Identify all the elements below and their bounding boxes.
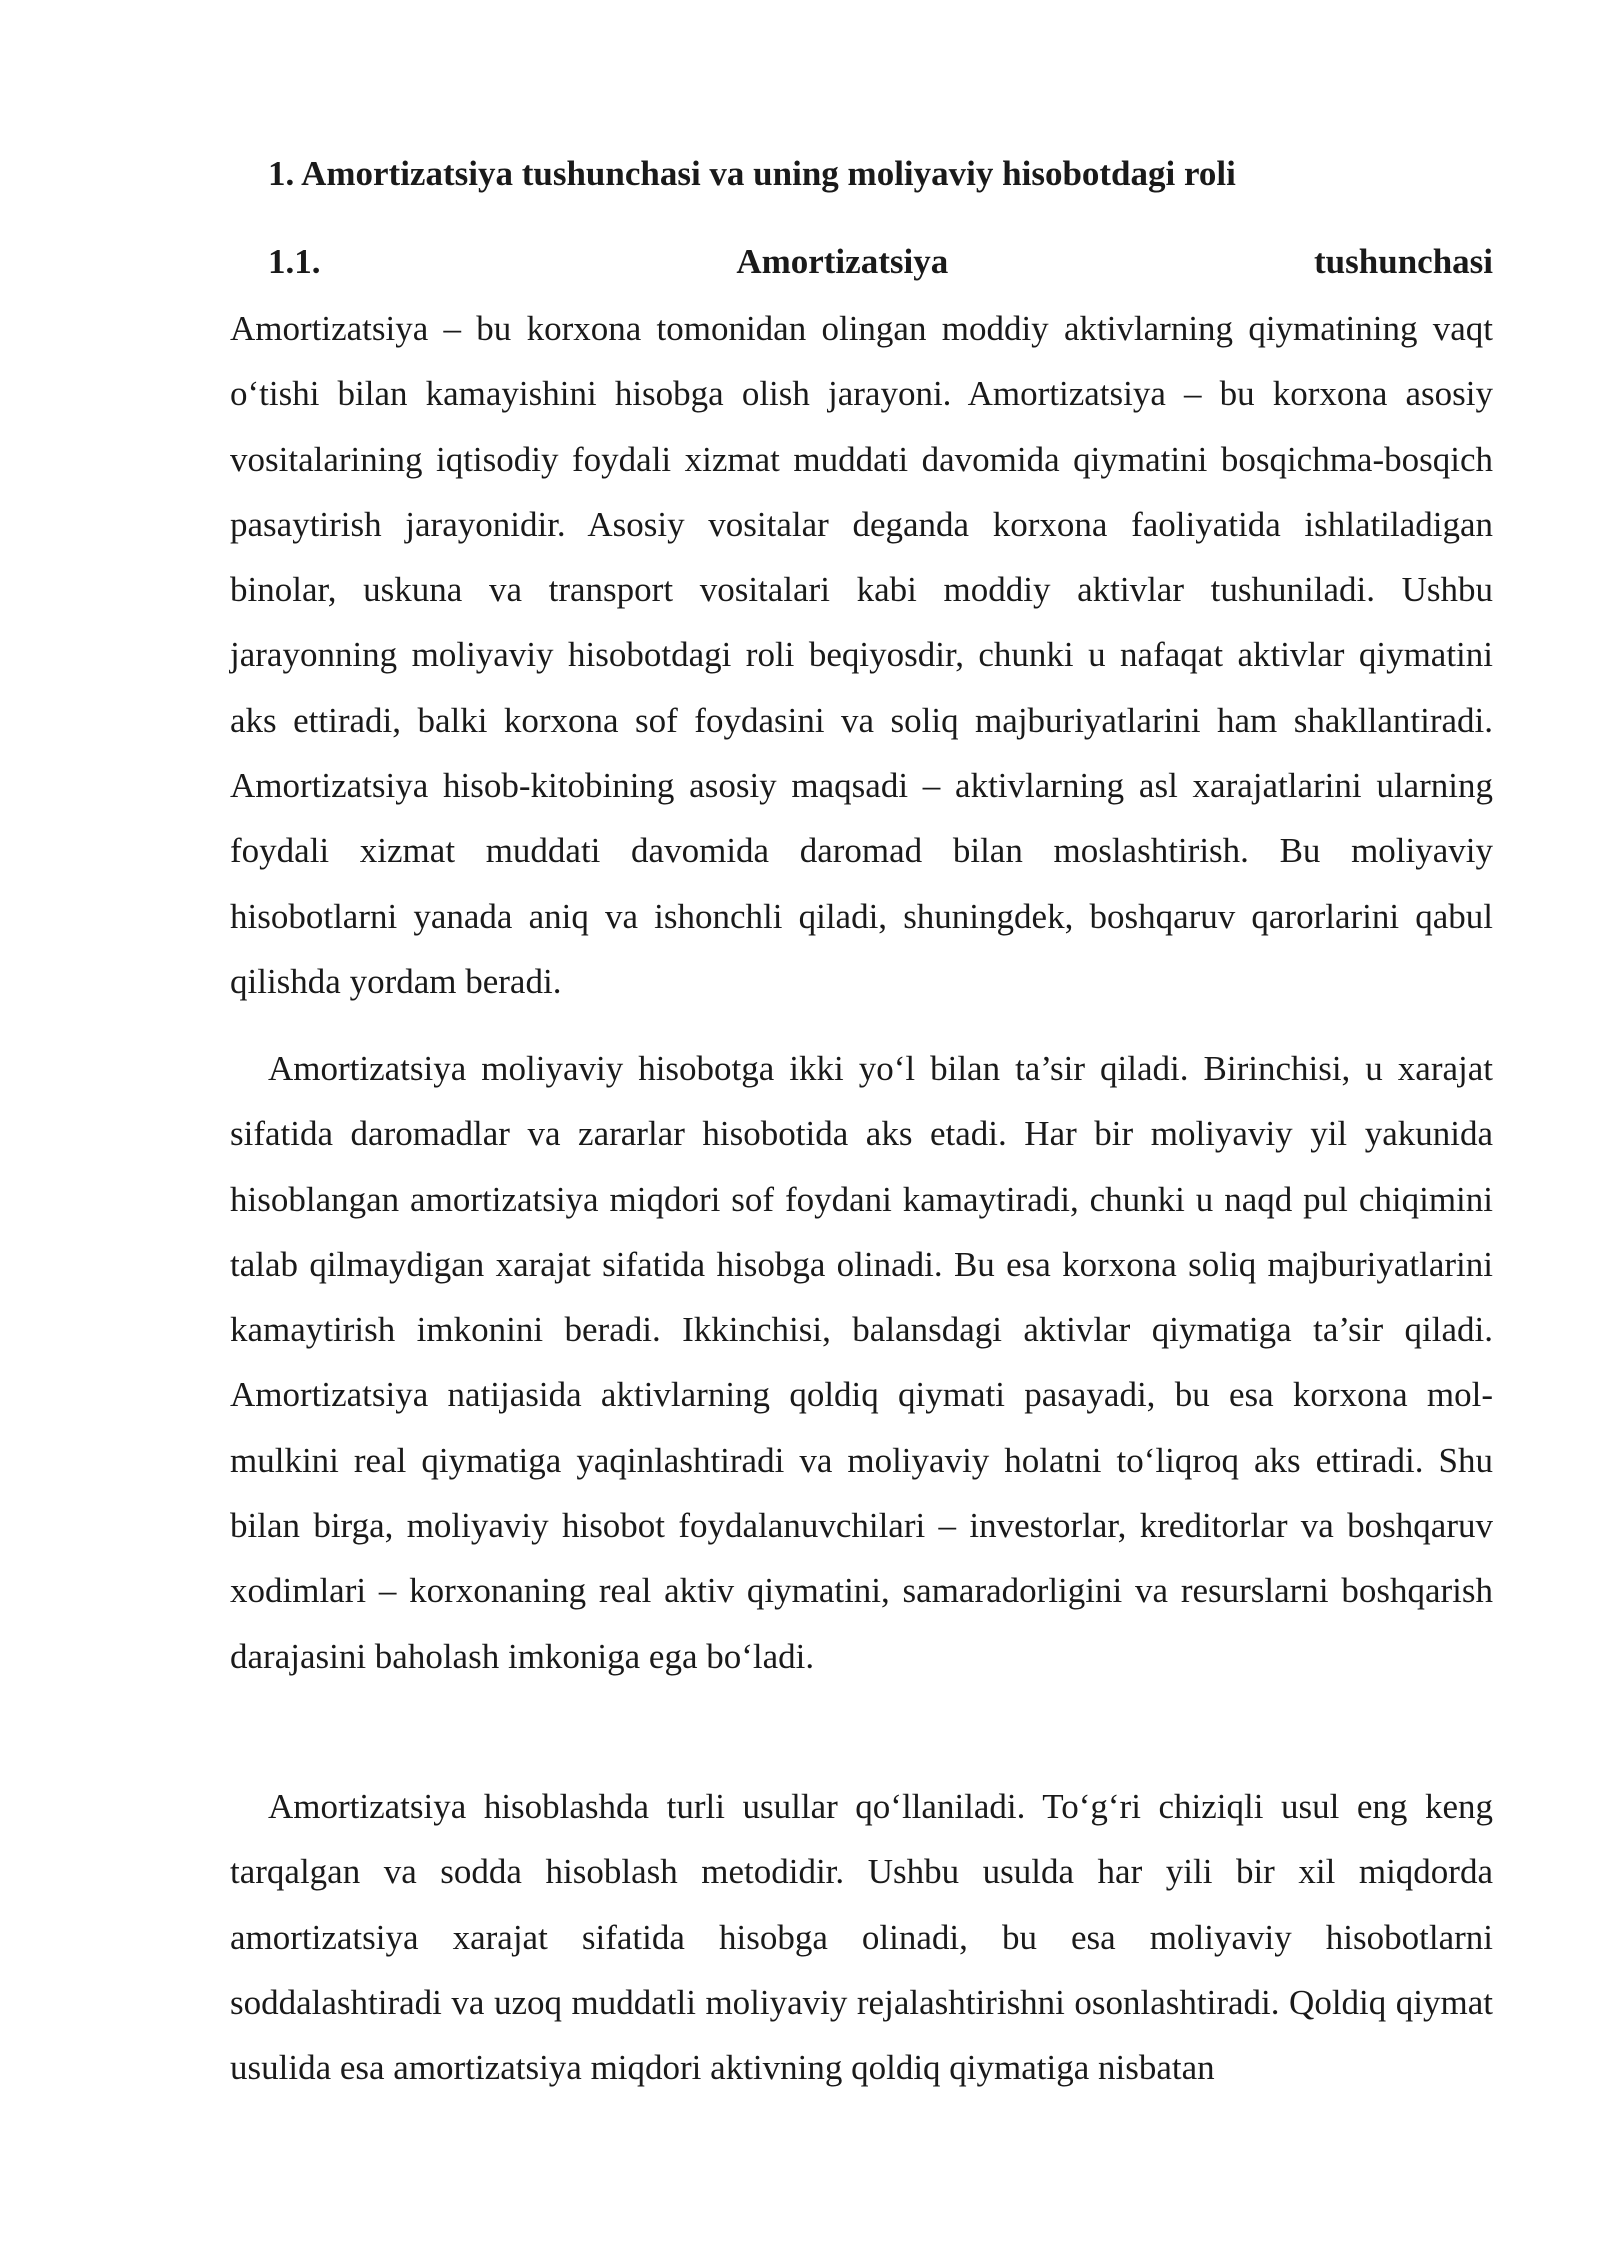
section-heading: 1. Amortizatsiya tushunchasi va uning moliyaviy hisobotdagi roli xyxy=(268,154,1236,193)
paragraph-financial-impact: Amortizatsiya moliyaviy hisobotga ikki yo‘l bilan ta’sir qiladi. Birinchisi, u xarajat sifatida daromadlar va zararlar hisobotida aks etadi. Har bir moliyaviy yil yakunida hisoblangan amortizatsiya miqdori sof foydani kamaytiradi, chunki u naqd pul chiqimini talab qilmaydigan xarajat sifatida hisobga olinadi. Bu esa korxona soliq majburiyatlarini kamaytirish imkonini beradi. Ikkinchisi, balansdagi aktivlar qiymatiga ta’sir qiladi. Amortizatsiya natijasida aktivlarning qoldiq qiymati pasayadi, bu esa korxona mol-mulkini real qiymatiga yaqinlashtiradi va moliyaviy holatni to‘liqroq aks ettiradi. Shu bilan birga, moliyaviy hisobot foydalanuvchilari – investorlar, kreditorlar va boshqaruv xodimlari – korxonaning real aktiv qiymatini, samaradorligini va resurslarni boshqarish darajasini baholash imkoniga ega bo‘ladi. xyxy=(230,1049,1493,1676)
subsection-number: 1.1. xyxy=(268,242,321,281)
subsection-title-word-2: tushunchasi xyxy=(1314,242,1493,281)
subsection-heading xyxy=(268,236,1493,288)
subsection-title-word-1: Amortizatsiya xyxy=(736,242,949,281)
paragraph-definition: Amortizatsiya – bu korxona tomonidan olingan moddiy aktivlarning qiymatining vaqt o‘tishi bilan kamayishini hisobga olish jarayoni. Amortizatsiya – bu korxona asosiy vositalarining iqtisodiy foydali xizmat muddati davomida qiymatini bosqichma-bosqich pasaytirish jarayonidir. Asosiy vositalar deganda korxona faoliyatida ishlatiladigan binolar, uskuna va transport vositalari kabi moddiy aktivlar tushuniladi. Ushbu jarayonning moliyaviy hisobotdagi roli beqiyosdir, chunki u nafaqat aktivlar qiymatini aks ettiradi, balki korxona sof foydasini va soliq majburiyatlarini ham shakllantiradi. Amortizatsiya hisob-kitobining asosiy maqsadi – aktivlarning asl xarajatlarini ularning foydali xizmat muddati davomida daromad bilan moslashtirish. Bu moliyaviy hisobotlarni yanada aniq va ishonchli qiladi, shuningdek, boshqaruv qarorlarini qabul qilishda yordam beradi. xyxy=(230,309,1493,1001)
paragraph-methods: Amortizatsiya hisoblashda turli usullar qo‘llaniladi. To‘g‘ri chiziqli usul eng keng tarqalgan va sodda hisoblash metodidir. Ushbu usulda har yili bir xil miqdorda amortizatsiya xarajat sifatida hisobga olinadi, bu esa moliyaviy hisobotlarni soddalashtiradi va uzoq muddatli moliyaviy rejalashtirishni osonlashtiradi. Qoldiq qiymat usulida esa amortizatsiya miqdori aktivning qoldiq qiymatiga nisbatan xyxy=(230,1787,1493,2088)
